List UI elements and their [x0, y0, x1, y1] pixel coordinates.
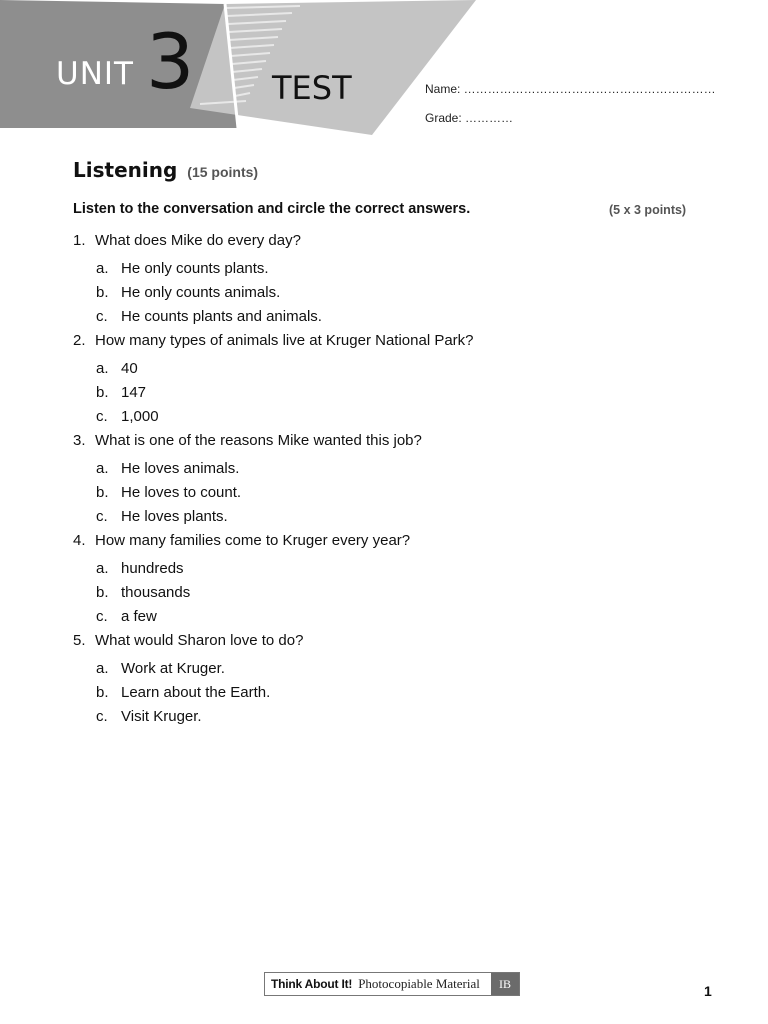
option-letter: c.	[96, 308, 108, 325]
test-label: TEST	[272, 69, 352, 107]
option-text: hundreds	[121, 560, 184, 577]
option-text: He only counts plants.	[121, 260, 269, 277]
question-number: 2.	[73, 332, 86, 349]
option-letter: c.	[96, 708, 108, 725]
option-letter: b.	[96, 584, 109, 601]
answer-option[interactable]	[73, 682, 713, 706]
question	[73, 230, 713, 258]
answer-option[interactable]	[73, 658, 713, 682]
option-letter: a.	[96, 260, 109, 277]
name-field[interactable]: Name: ………………………………………………………	[425, 82, 716, 96]
option-text: thousands	[121, 584, 191, 601]
question-block	[73, 230, 713, 330]
option-text: 1,000	[121, 408, 159, 425]
question-list	[73, 230, 713, 730]
question	[73, 530, 713, 558]
option-letter: a.	[96, 560, 109, 577]
answer-option[interactable]	[73, 258, 713, 282]
section-heading: Listening	[73, 158, 178, 182]
answer-option[interactable]	[73, 458, 713, 482]
instruction-points: (5 x 3 points)	[609, 203, 687, 217]
question-text: What does Mike do every day?	[95, 232, 301, 249]
question-text: What is one of the reasons Mike wanted this job?	[95, 432, 422, 449]
unit-number: 3	[146, 17, 195, 106]
option-letter: b.	[96, 284, 109, 301]
answer-option[interactable]	[73, 382, 713, 406]
question-number: 4.	[73, 532, 86, 549]
question-number: 1.	[73, 232, 86, 249]
question-number: 3.	[73, 432, 86, 449]
answer-option[interactable]	[73, 358, 713, 382]
option-letter: c.	[96, 608, 108, 625]
answer-option[interactable]	[73, 558, 713, 582]
question-block	[73, 630, 713, 730]
question-block	[73, 530, 713, 630]
footer-banner	[264, 972, 520, 996]
answer-option[interactable]	[73, 506, 713, 530]
question	[73, 630, 713, 658]
question-number: 5.	[73, 632, 86, 649]
answer-option[interactable]	[73, 306, 713, 330]
option-letter: a.	[96, 360, 109, 377]
question-block	[73, 330, 713, 430]
question	[73, 430, 713, 458]
option-letter: a.	[96, 460, 109, 477]
question	[73, 330, 713, 358]
answer-option[interactable]	[73, 282, 713, 306]
publisher-logo: IB	[491, 973, 519, 995]
answer-option[interactable]	[73, 582, 713, 606]
footer-text: Photocopiable Material	[358, 976, 480, 991]
option-text: Visit Kruger.	[121, 708, 202, 725]
grade-field[interactable]: Grade: …………	[425, 111, 514, 125]
option-text: He only counts animals.	[121, 284, 281, 301]
question-block	[73, 430, 713, 530]
option-letter: c.	[96, 408, 108, 425]
question-text: How many families come to Kruger every year?	[95, 532, 411, 549]
option-letter: b.	[96, 484, 109, 501]
page-number: 1	[704, 983, 712, 999]
section-points: (15 points)	[187, 164, 259, 180]
option-text: 147	[121, 384, 147, 401]
option-letter: b.	[96, 384, 109, 401]
option-letter: a.	[96, 660, 109, 677]
option-text: a few	[121, 608, 157, 625]
option-letter: b.	[96, 684, 109, 701]
option-letter: c.	[96, 508, 108, 525]
answer-option[interactable]	[73, 406, 713, 430]
answer-option[interactable]	[73, 706, 713, 730]
option-text: Work at Kruger.	[121, 660, 225, 677]
option-text: He loves plants.	[121, 508, 228, 525]
footer-brand: Think About It!	[271, 977, 353, 991]
option-text: He counts plants and animals.	[121, 308, 322, 325]
option-text: 40	[121, 360, 138, 377]
section-title	[73, 158, 258, 182]
unit-header-banner	[0, 0, 768, 140]
option-text: He loves to count.	[121, 484, 242, 501]
instruction-text: Listen to the conversation and circle the correct answers.	[73, 201, 471, 217]
answer-option[interactable]	[73, 482, 713, 506]
option-text: He loves animals.	[121, 460, 240, 477]
question-text: What would Sharon love to do?	[95, 632, 304, 649]
answer-option[interactable]	[73, 606, 713, 630]
question-text: How many types of animals live at Kruger National Park?	[95, 332, 474, 349]
unit-label: UNIT	[56, 56, 134, 92]
option-text: Learn about the Earth.	[121, 684, 271, 701]
